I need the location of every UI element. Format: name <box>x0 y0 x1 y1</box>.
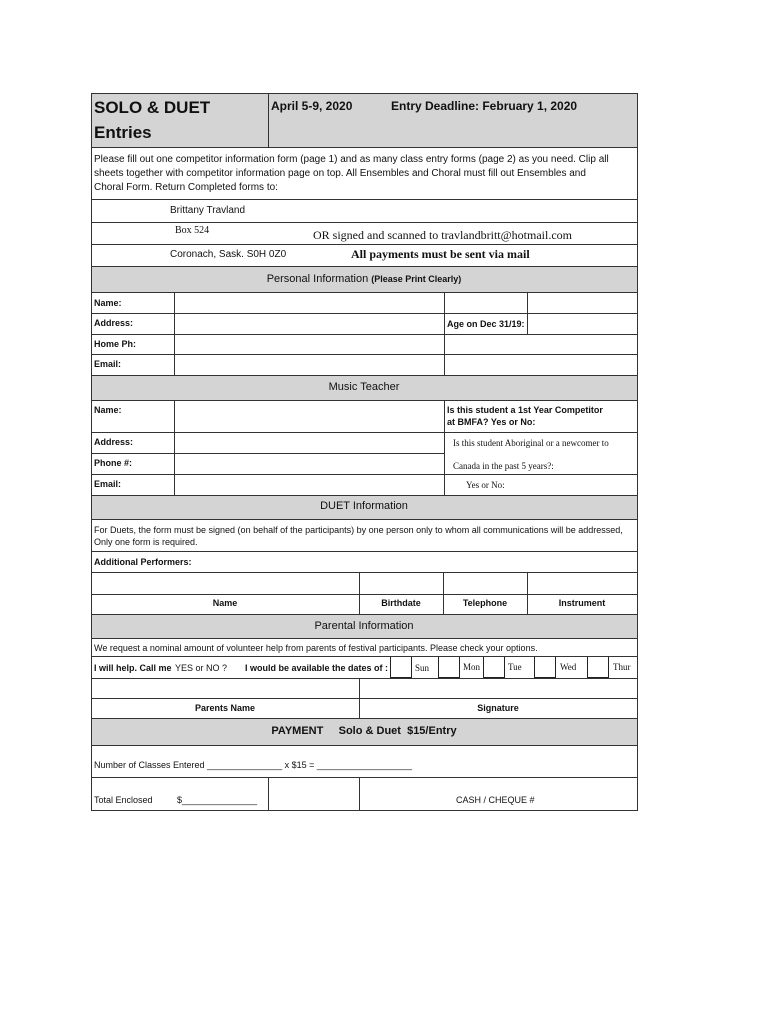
grid-line <box>268 777 269 810</box>
grid-line <box>359 777 360 810</box>
payment-mail-note: All payments must be sent via mail <box>351 247 530 261</box>
payment-heading: PAYMENT Solo & Duet $15/Entry <box>271 725 457 737</box>
aboriginal-question-line3: Yes or No: <box>466 480 505 490</box>
grid-line <box>91 572 638 573</box>
classes-entered-line: Number of Classes Entered _______________ x $15 = ___________________ <box>94 760 413 770</box>
grid-line <box>91 745 638 746</box>
aboriginal-question-line2: Canada in the past 5 years?: <box>453 461 554 471</box>
age-field[interactable] <box>527 313 637 334</box>
mon-checkbox[interactable] <box>438 656 460 678</box>
instructions-line1: Please fill out one competitor information form (page 1) and as many class entry forms (page 2) as you need. Clip all <box>94 154 609 165</box>
grid-line <box>527 572 528 614</box>
personal-name-field[interactable] <box>174 293 444 313</box>
grid-line <box>91 244 638 245</box>
teacher-name-label: Name: <box>94 405 122 415</box>
personal-address-field[interactable] <box>174 313 444 334</box>
teacher-email-field[interactable] <box>174 474 444 495</box>
parental-note: We request a nominal amount of volunteer help from parents of festival participants. Please check your options. <box>94 643 538 653</box>
day-wed: Wed <box>560 662 577 672</box>
grid-line <box>527 292 528 334</box>
entry-deadline: Entry Deadline: February 1, 2020 <box>391 99 578 113</box>
teacher-name-field[interactable] <box>174 400 444 432</box>
teacher-address-label: Address: <box>94 437 134 447</box>
grid-line <box>443 572 444 614</box>
aboriginal-question-line1: Is this student Aboriginal or a newcomer to <box>453 438 609 448</box>
performer-name-field[interactable] <box>91 572 359 594</box>
grid-line <box>91 678 638 679</box>
total-enclosed-label: Total Enclosed <box>94 795 153 805</box>
parent-name-field[interactable] <box>91 678 359 698</box>
grid-line <box>91 638 638 639</box>
sun-checkbox[interactable] <box>390 656 412 678</box>
grid-line <box>444 292 445 375</box>
recipient-name: Brittany Travland <box>170 205 246 216</box>
additional-performers-label: Additional Performers: <box>94 557 192 567</box>
frame-top <box>91 93 638 94</box>
grid-line <box>91 266 638 267</box>
help-yes-no[interactable]: YES or NO ? <box>175 663 228 673</box>
day-thur: Thur <box>613 662 631 672</box>
grid-line <box>174 400 175 495</box>
parental-heading: Parental Information <box>314 620 414 632</box>
grid-line <box>91 698 638 699</box>
grid-line <box>359 572 360 614</box>
personal-heading <box>91 273 637 285</box>
teacher-address-field[interactable] <box>174 432 444 453</box>
teacher-phone-field[interactable] <box>174 453 444 474</box>
performer-birthdate-field[interactable] <box>359 572 443 594</box>
teacher-heading: Music Teacher <box>328 381 400 393</box>
first-year-question-line2: at BMFA? Yes or No: <box>447 417 536 427</box>
instructions-line2: sheets together with competitor information page on top. All Ensembles and Choral must fill out Ensembles and <box>94 168 586 179</box>
grid-line <box>91 614 638 615</box>
grid-line <box>91 495 638 496</box>
home-phone-field[interactable] <box>174 334 444 354</box>
frame-left <box>91 93 92 810</box>
grid-line <box>91 453 445 454</box>
teacher-email-label: Email: <box>94 479 122 489</box>
header-divider <box>268 93 269 147</box>
day-sun: Sun <box>415 663 430 673</box>
first-year-question-line1: Is this student a 1st Year Competitor <box>447 405 603 415</box>
duet-note-line1: For Duets, the form must be signed (on behalf of the participants) by one person only to whom all communications will be addressed, <box>94 525 623 535</box>
frame-bottom <box>91 810 638 811</box>
grid-line <box>91 222 638 223</box>
personal-heading-note: (Please Print Clearly) <box>371 274 462 284</box>
email-submission-note: OR signed and scanned to travlandbritt@hotmail.com <box>313 228 572 242</box>
recipient-city: Coronach, Sask. S0H 0Z0 <box>170 249 287 260</box>
grid-line <box>91 718 638 719</box>
personal-heading-text: Personal Information <box>266 273 369 285</box>
home-phone-label: Home Ph: <box>94 339 137 349</box>
grid-line <box>91 777 638 778</box>
duet-heading: DUET Information <box>320 500 408 512</box>
column-name: Name <box>212 598 238 608</box>
grid-line <box>174 292 175 375</box>
personal-email-label: Email: <box>94 359 122 369</box>
grid-line <box>91 551 638 552</box>
grid-line <box>91 199 638 200</box>
age-label: Age on Dec 31/19: <box>447 319 525 329</box>
grid-line <box>91 594 638 595</box>
grid-line <box>359 678 360 718</box>
tue-checkbox[interactable] <box>483 656 505 678</box>
available-dates-label: I would be available the dates of : <box>245 663 389 673</box>
cash-cheque-field[interactable]: CASH / CHEQUE # <box>456 795 535 805</box>
teacher-phone-label: Phone #: <box>94 458 133 468</box>
duet-note-line2: Only one form is required. <box>94 537 198 547</box>
parent-signature-field[interactable] <box>359 678 637 698</box>
help-label: I will help. Call me <box>94 663 172 673</box>
wed-checkbox[interactable] <box>534 656 556 678</box>
personal-email-field[interactable] <box>174 354 444 375</box>
signature-label: Signature <box>477 703 519 713</box>
column-instrument: Instrument <box>558 598 606 608</box>
personal-name-extra-field-1[interactable] <box>444 293 527 313</box>
total-enclosed-field[interactable]: $_______________ <box>177 795 258 805</box>
thur-checkbox[interactable] <box>587 656 609 678</box>
grid-line <box>91 656 638 657</box>
grid-line <box>91 375 638 376</box>
frame-right <box>637 93 638 810</box>
day-mon: Mon <box>463 662 481 672</box>
day-tue: Tue <box>508 662 522 672</box>
performer-telephone-field[interactable] <box>443 572 527 594</box>
personal-address-label: Address: <box>94 318 134 328</box>
personal-name-extra-field-2[interactable] <box>527 293 637 313</box>
grid-line <box>444 400 445 495</box>
festival-dates: April 5-9, 2020 <box>271 99 353 113</box>
recipient-box: Box 524 <box>175 225 210 236</box>
performer-instrument-field[interactable] <box>527 572 637 594</box>
instructions-line3: Choral Form. Return Completed forms to: <box>94 182 278 193</box>
column-birthdate: Birthdate <box>381 598 421 608</box>
grid-line <box>91 147 638 148</box>
column-telephone: Telephone <box>462 598 508 608</box>
form-title-line2: Entries <box>94 123 152 142</box>
grid-line <box>91 519 638 520</box>
personal-name-label: Name: <box>94 298 122 308</box>
payment-blank-cell[interactable] <box>268 777 359 810</box>
parents-name-label: Parents Name <box>194 703 256 713</box>
form-title-line1: SOLO & DUET <box>94 98 211 117</box>
